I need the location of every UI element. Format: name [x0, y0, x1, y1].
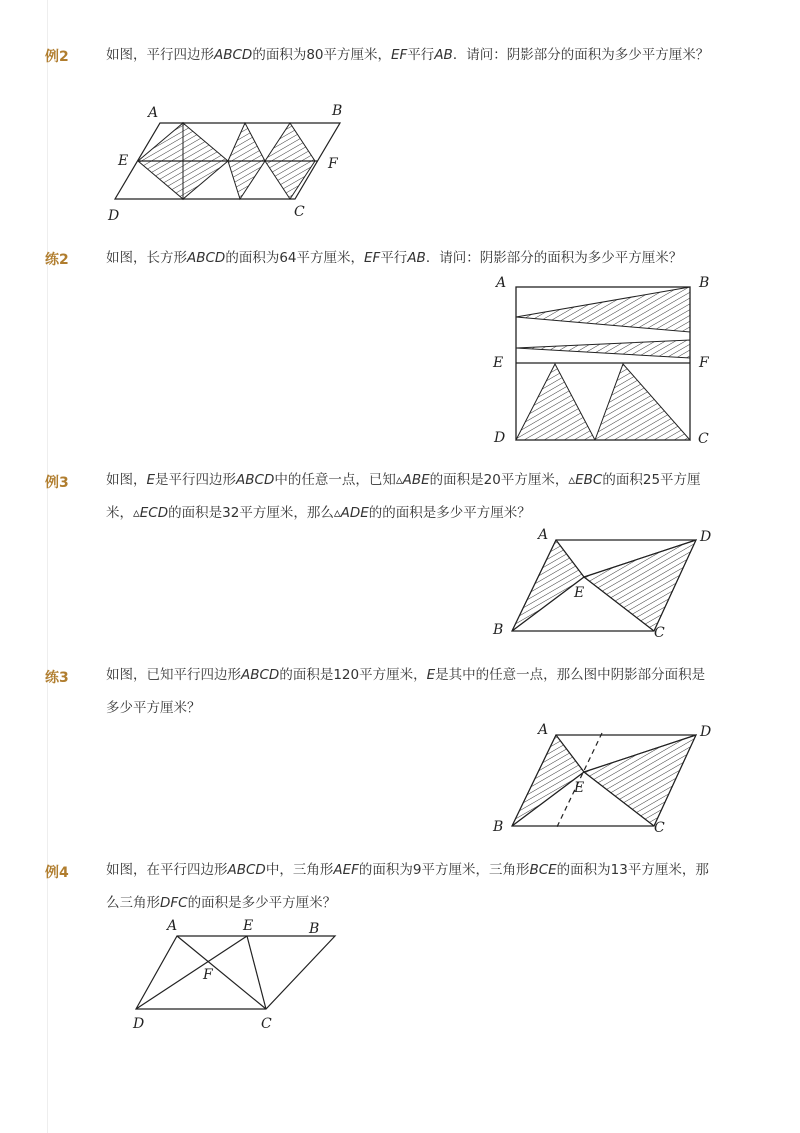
left-margin-rule: [47, 0, 48, 1133]
label-a: A: [167, 918, 178, 934]
label-c: C: [654, 625, 665, 641]
label-b: B: [493, 622, 504, 638]
problem-text: 如图，已知平行四边形ABCD的面积是120平方厘米，E是其中的任意一点，那么图中阴影部分面积是多少平方厘米？: [106, 667, 706, 716]
label-b: B: [332, 103, 343, 119]
label-b: B: [309, 921, 320, 937]
problem-tag: 例4: [45, 865, 69, 881]
label-f: F: [328, 156, 338, 172]
label-e: E: [118, 153, 129, 169]
label-a: A: [538, 527, 549, 543]
problem-text: 如图，长方形ABCD的面积为64平方厘米，EF平行AB．请问：阴影部分的面积为多少平方厘米？: [106, 250, 683, 266]
problem-tag: 例2: [45, 49, 69, 65]
label-e: E: [574, 585, 585, 601]
label-d: D: [108, 208, 120, 223]
shaded-triangles: [512, 540, 696, 631]
label-c: C: [654, 820, 665, 836]
shaded-triangles: [512, 735, 696, 826]
label-c: C: [698, 431, 709, 447]
figure-parallelogram-aef: [125, 912, 340, 1037]
parallelogram-outline: [136, 936, 335, 1009]
label-c: C: [294, 204, 305, 220]
problem-tag: 练3: [45, 670, 69, 686]
label-e: E: [243, 918, 254, 934]
problem-tag: 练2: [45, 252, 69, 268]
label-d: D: [700, 529, 712, 545]
label-a: A: [148, 105, 159, 121]
label-b: B: [699, 275, 710, 291]
label-f: F: [699, 355, 709, 371]
label-a: A: [496, 275, 507, 291]
figure-parallelogram-point-e: [488, 524, 718, 644]
label-c: C: [261, 1016, 272, 1032]
problem-text: 如图，平行四边形ABCD的面积为80平方厘米，EF平行AB．请问：阴影部分的面积为多少平方厘米？: [106, 47, 710, 63]
problem-tag: 例3: [45, 475, 69, 491]
label-f: F: [203, 967, 213, 983]
label-e: E: [574, 780, 585, 796]
parallelogram-outline: [115, 123, 340, 199]
label-a: A: [538, 722, 549, 738]
problem-text: 如图，在平行四边形ABCD中，三角形AEF的面积为9平方厘米，三角形BCE的面积为13平方厘米，那么三角形DFC的面积是多少平方厘米？: [106, 862, 709, 911]
problem-text: 如图，E是平行四边形ABCD中的任意一点，已知▵ABE的面积是20平方厘米，▵EBC的面积25平方厘米，▵ECD的面积是32平方厘米，那么▵ADE的的面积是多少平方厘米？: [106, 472, 701, 521]
label-e: E: [493, 355, 504, 371]
figure-parallelogram-triangles: [100, 98, 360, 223]
figure-parallelogram-dashed: [488, 719, 718, 839]
figure-rectangle-triangles: [488, 270, 718, 450]
label-d: D: [133, 1016, 145, 1032]
label-d: D: [700, 724, 712, 740]
label-b: B: [493, 819, 504, 835]
label-d: D: [494, 430, 506, 446]
